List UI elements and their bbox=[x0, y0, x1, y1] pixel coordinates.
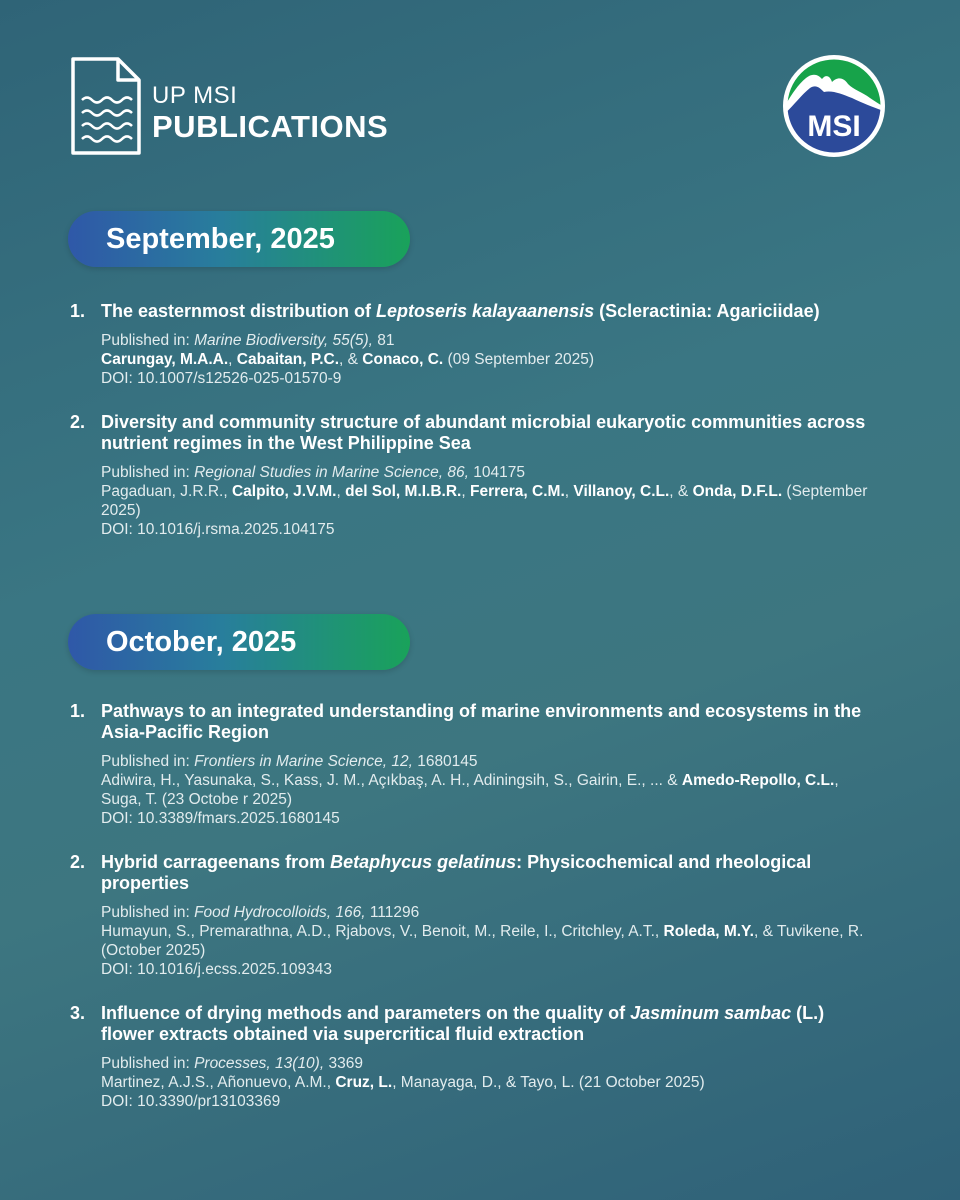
text-run: , & Tuvikene, R. (October 2025) bbox=[101, 923, 864, 959]
publication-list-september bbox=[70, 301, 880, 563]
publication-title bbox=[101, 701, 880, 743]
author-highlight: Villanoy, C.L. bbox=[573, 483, 670, 500]
authors bbox=[101, 922, 880, 960]
author-highlight: Roleda, M.Y. bbox=[663, 923, 754, 940]
publication-item bbox=[70, 701, 880, 828]
italic-text: Regional Studies in Marine Science, 86, bbox=[194, 464, 469, 481]
publication-title bbox=[101, 852, 880, 894]
published-in bbox=[101, 1054, 880, 1073]
published-in bbox=[101, 463, 880, 482]
author-highlight: del Sol, M.I.B.R. bbox=[345, 483, 462, 500]
publication-item bbox=[70, 852, 880, 979]
publication-title bbox=[101, 301, 880, 322]
published-in bbox=[101, 903, 880, 922]
italic-text: Processes, 13(10), bbox=[194, 1055, 325, 1072]
doi: DOI: 10.3389/fmars.2025.1680145 bbox=[101, 810, 340, 827]
author-highlight: Cabaitan, P.C. bbox=[236, 351, 340, 368]
authors bbox=[101, 482, 880, 520]
author-highlight: Ferrera, C.M. bbox=[470, 483, 565, 500]
author-highlight: Amedo-Repollo, C.L. bbox=[681, 772, 835, 789]
authors bbox=[101, 350, 880, 369]
doi: DOI: 10.1007/s12526-025-01570-9 bbox=[101, 370, 342, 387]
text-run: Humayun, S., Premarathna, A.D., Rjabovs, V., Benoit, M., Reile, I., Critchley, A.T., bbox=[101, 923, 664, 940]
author-highlight: Onda, D.F.L. bbox=[692, 483, 783, 500]
published-in bbox=[101, 752, 880, 771]
text-run: Diversity and community structure of abundant microbial eukaryotic communities across nutrient regimes in the West Philippine Sea bbox=[101, 412, 866, 453]
text-run: Published in: bbox=[101, 464, 195, 481]
logo-text: MSI bbox=[807, 110, 861, 143]
month-pill-september bbox=[68, 211, 410, 267]
publication-meta bbox=[101, 331, 880, 388]
author-highlight: Carungay, M.A.A. bbox=[101, 351, 229, 368]
text-run: 3369 bbox=[324, 1055, 363, 1072]
publication-item bbox=[70, 301, 880, 388]
publication-number: 2. bbox=[70, 412, 86, 432]
publication-meta bbox=[101, 903, 880, 979]
text-run: , bbox=[336, 483, 346, 500]
text-run: The easternmost distribution of bbox=[101, 301, 377, 321]
month-pill-october bbox=[68, 614, 410, 670]
text-run: Pathways to an integrated understanding of marine environments and ecosystems in the Asia-Pacific Region bbox=[101, 701, 862, 742]
author-highlight: Conaco, C. bbox=[362, 351, 444, 368]
italic-text: Jasminum sambac bbox=[630, 1003, 792, 1023]
publication-meta bbox=[101, 463, 880, 539]
text-run: Pagaduan, J.R.R., bbox=[101, 483, 232, 500]
brand-line1: UP MSI bbox=[152, 82, 238, 109]
publication-title bbox=[101, 412, 880, 454]
text-run: Influence of drying methods and parameters on the quality of bbox=[101, 1003, 631, 1023]
publication-number: 3. bbox=[70, 1003, 86, 1023]
brand-line2: PUBLICATIONS bbox=[152, 109, 389, 144]
publication-number: 1. bbox=[70, 301, 86, 321]
text-run: Martinez, A.J.S., Añonuevo, A.M., bbox=[101, 1074, 336, 1091]
text-run: , bbox=[564, 483, 574, 500]
publication-list-october bbox=[70, 701, 880, 1135]
publication-number: 2. bbox=[70, 852, 86, 872]
text-run: 81 bbox=[372, 332, 395, 349]
text-run: , Manayaga, D., & Tayo, L. (21 October 2025) bbox=[392, 1074, 705, 1091]
authors bbox=[101, 771, 880, 809]
italic-text: Leptoseris kalayaanensis bbox=[376, 301, 595, 321]
italic-text: Marine Biodiversity, 55(5), bbox=[194, 332, 373, 349]
doi: DOI: 10.3390/pr13103369 bbox=[101, 1093, 281, 1110]
text-run: : Physicochemical and rheological properties bbox=[101, 852, 812, 893]
text-run: (L.) flower extracts obtained via supercritical fluid extraction bbox=[101, 1003, 825, 1044]
text-run: (Scleractinia: Agariciidae) bbox=[594, 301, 820, 321]
italic-text: Betaphycus gelatinus bbox=[330, 852, 517, 872]
text-run: Hybrid carrageenans from bbox=[101, 852, 331, 872]
text-run: (09 September 2025) bbox=[443, 351, 595, 368]
text-run: , & bbox=[339, 351, 363, 368]
text-run: 1680145 bbox=[412, 753, 478, 770]
authors bbox=[101, 1073, 880, 1092]
text-run: Published in: bbox=[101, 332, 195, 349]
text-run: , Suga, T. (23 Octobe r 2025) bbox=[101, 772, 839, 808]
text-run: , & bbox=[669, 483, 693, 500]
italic-text: Frontiers in Marine Science, 12, bbox=[194, 753, 413, 770]
publication-meta bbox=[101, 752, 880, 828]
document-waves-icon bbox=[70, 56, 142, 156]
month-label: September, 2025 bbox=[106, 223, 335, 255]
text-run: , bbox=[228, 351, 237, 368]
text-run: Adiwira, H., Yasunaka, S., Kass, J. M., Açıkbaş, A. H., Adiningsih, S., Gairin, E., ... & bbox=[101, 772, 682, 789]
italic-text: Food Hydrocolloids, 166, bbox=[194, 904, 366, 921]
text-run: Published in: bbox=[101, 753, 195, 770]
publication-item bbox=[70, 1003, 880, 1111]
doi: DOI: 10.1016/j.ecss.2025.109343 bbox=[101, 961, 332, 978]
publication-title bbox=[101, 1003, 880, 1045]
text-run: (September 2025) bbox=[101, 483, 868, 519]
msi-logo bbox=[782, 54, 886, 158]
text-run: Published in: bbox=[101, 904, 195, 921]
author-highlight: Calpito, J.V.M. bbox=[231, 483, 337, 500]
publication-number: 1. bbox=[70, 701, 86, 721]
publication-meta bbox=[101, 1054, 880, 1111]
month-label: October, 2025 bbox=[106, 626, 297, 658]
text-run: 111296 bbox=[365, 904, 420, 921]
brand-title bbox=[152, 82, 388, 144]
publication-item bbox=[70, 412, 880, 539]
text-run: Published in: bbox=[101, 1055, 195, 1072]
published-in bbox=[101, 331, 880, 350]
text-run: , bbox=[461, 483, 470, 500]
doi: DOI: 10.1016/j.rsma.2025.104175 bbox=[101, 521, 335, 538]
text-run: 104175 bbox=[468, 464, 525, 481]
author-highlight: Cruz, L. bbox=[335, 1074, 393, 1091]
